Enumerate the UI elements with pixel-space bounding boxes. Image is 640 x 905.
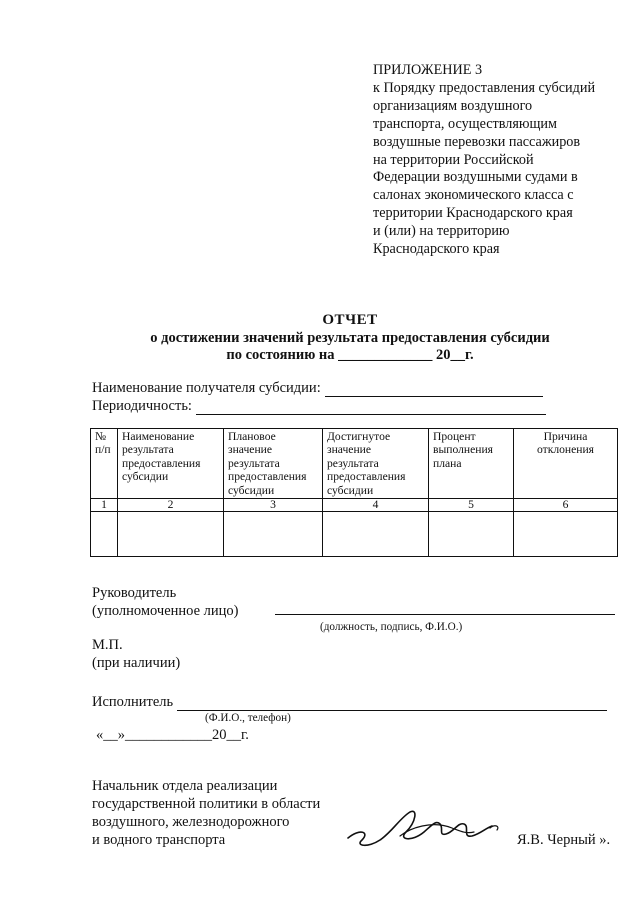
header-cell: Достигнутое значение результата предоставления субсидии — [323, 429, 429, 499]
table-number-row — [91, 499, 618, 512]
empty-cell — [514, 512, 618, 557]
appendix-line: ПРИЛОЖЕНИЕ 3 — [373, 62, 483, 78]
title-subtitle: о достижении значений результата предоставления субсидии — [150, 330, 550, 346]
chief-line: государственной политики в области — [92, 796, 321, 812]
stamp-note: (при наличии) — [92, 655, 181, 671]
empty-cell — [323, 512, 429, 557]
title-main: ОТЧЕТ — [322, 312, 378, 328]
appendix-line: транспорта, осуществляющим — [373, 115, 557, 132]
head-authorized: (уполномоченное лицо) — [92, 603, 239, 619]
column-number: 5 — [429, 499, 514, 512]
appendix-line: Федерации воздушными судами в — [373, 169, 578, 186]
chief-line: и водного транспорта — [92, 832, 226, 848]
appendix-header — [373, 62, 623, 259]
periodicity-blank-line — [196, 400, 546, 415]
executor-caption: (Ф.И.О., телефон) — [205, 712, 291, 724]
recipient-label: Наименование получателя субсидии: — [92, 380, 321, 396]
report-title — [60, 305, 640, 364]
executor-blank-line — [177, 696, 607, 711]
column-number: 3 — [224, 499, 323, 512]
chief-line: Начальник отдела реализации — [92, 778, 278, 794]
column-number: 4 — [323, 499, 429, 512]
empty-cell — [224, 512, 323, 557]
date-line: «__»____________20__г. — [96, 727, 249, 743]
appendix-line: Краснодарского края — [373, 241, 500, 258]
empty-cell — [91, 512, 118, 557]
appendix-line: организациям воздушного — [373, 97, 533, 114]
header-cell: Наименование результата предоставления субсидии — [118, 429, 224, 499]
head-title: Руководитель — [92, 585, 177, 601]
header-cell: № п/п — [91, 429, 118, 499]
appendix-line: воздушные перевозки пассажиров — [373, 133, 581, 150]
chief-line: воздушного, железнодорожного — [92, 814, 290, 830]
header-cell: Процент выполнения плана — [429, 429, 514, 499]
recipient-fields — [92, 379, 546, 415]
periodicity-row — [92, 397, 546, 415]
chief-position — [92, 777, 320, 849]
head-signature-line — [275, 614, 615, 615]
table-row — [91, 512, 618, 557]
appendix-line: и (или) на территорию — [373, 223, 510, 240]
header-cell: Плановое значение результата предоставления субсидии — [224, 429, 323, 499]
recipient-blank-line — [325, 382, 543, 397]
periodicity-label: Периодичность: — [92, 398, 192, 414]
head-signature-caption: (должность, подпись, Ф.И.О.) — [320, 621, 463, 633]
appendix-line: салонах экономического класса с — [373, 187, 574, 204]
appendix-line: к Порядку предоставления субсидий — [373, 79, 596, 96]
appendix-line: на территории Российской — [373, 151, 534, 168]
title-date: по состоянию на _____________ 20__г. — [226, 347, 474, 363]
empty-cell — [429, 512, 514, 557]
header-cell: Причина отклонения — [514, 429, 618, 499]
chief-name: Я.В. Черный ». — [517, 832, 611, 848]
stamp-place — [92, 636, 180, 672]
head-signature-label — [92, 584, 239, 620]
stamp-label: М.П. — [92, 637, 123, 653]
column-number: 2 — [118, 499, 224, 512]
executor-row — [92, 694, 607, 711]
recipient-row — [92, 379, 546, 397]
column-number: 6 — [514, 499, 618, 512]
report-table — [90, 428, 618, 557]
empty-cell — [118, 512, 224, 557]
table-header-row — [91, 429, 618, 499]
appendix-line: территории Краснодарского края — [373, 205, 573, 222]
executor-label: Исполнитель — [92, 694, 174, 710]
handwritten-signature — [340, 798, 510, 858]
column-number: 1 — [91, 499, 118, 512]
